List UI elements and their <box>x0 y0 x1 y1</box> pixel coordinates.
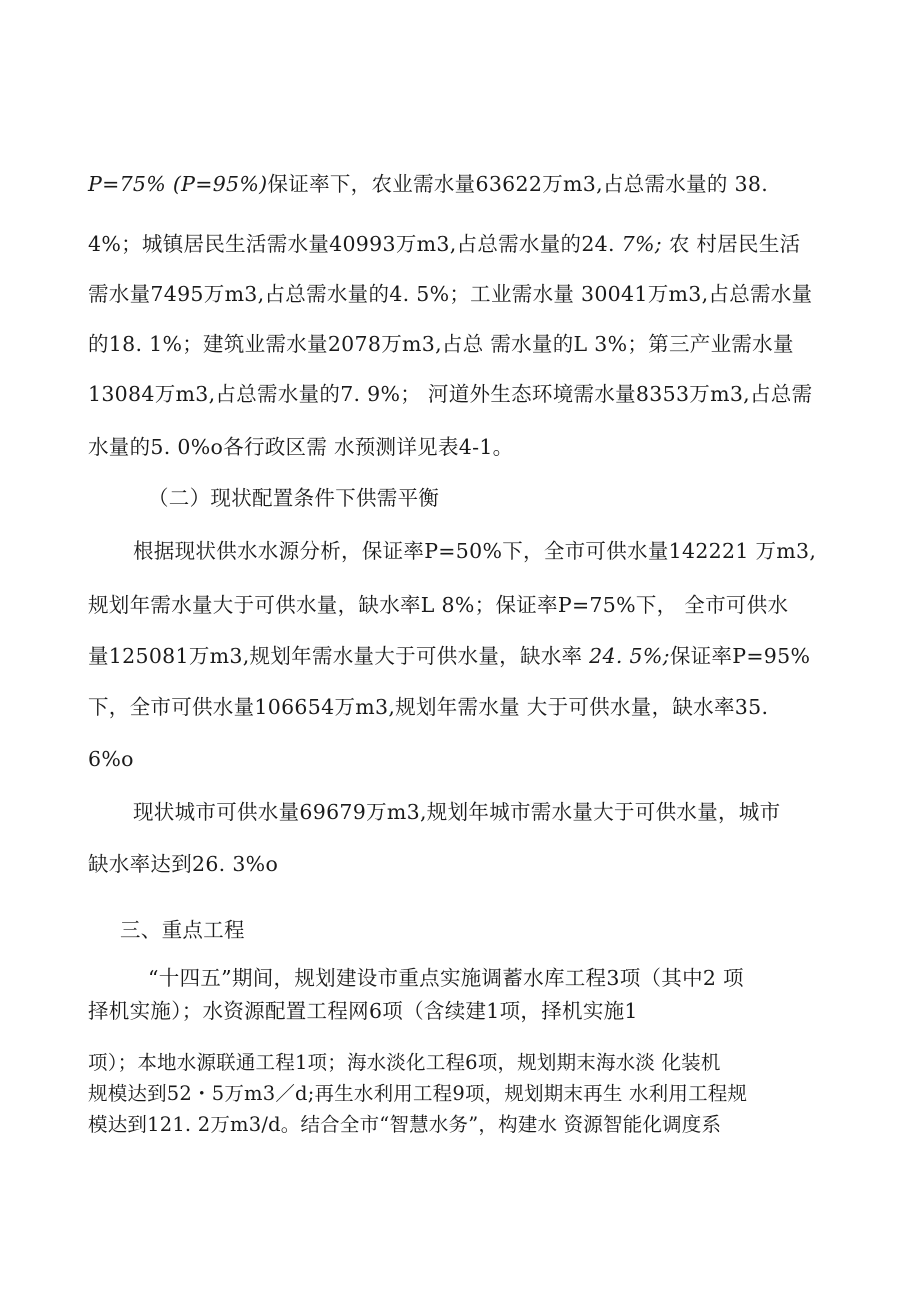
text-line: P=75% (P=95%)保证率下，农业需水量63622万m3,占总需水量的 38. <box>88 172 769 196</box>
text-line: 模达到121. 2万m3/d。结合全市“智慧水务”，构建水 资源智能化调度系 <box>88 1113 722 1136</box>
text-line: 现状城市可供水量69679万m3,规划年城市需水量大于可供水量，城市 <box>133 800 781 824</box>
text-line: 下，全市可供水量106654万m3,规划年需水量 大于可供水量，缺水率35. <box>88 695 769 719</box>
text-line: 6%o <box>88 747 134 771</box>
text-line: 13084万m3,占总需水量的7. 9%； 河道外生态环境需水量8353万m3,占总需 <box>88 382 813 406</box>
text-line: 规划年需水量大于可供水量，缺水率L 8%；保证率P=75%下， 全市可供水 <box>88 593 789 617</box>
text-line: 量125081万m3,规划年需水量大于可供水量，缺水率 24. 5%;保证率P=95% <box>88 644 811 668</box>
text-line: 项）；本地水源联通工程1项；海水淡化工程6项，规划期末海水淡 化装机 <box>88 1051 721 1074</box>
section-heading: 三、重点工程 <box>120 918 245 942</box>
text-line: 规模达到52・5万m3／d;再生水利用工程9项，规划期末再生 水利用工程规 <box>88 1082 748 1105</box>
text-line: 需水量7495万m3,占总需水量的4. 5%；工业需水量 30041万m3,占总需水量 <box>88 282 813 306</box>
text-line: “十四五”期间，规划建设市重点实施调蓄水库工程3项（其中2 项 <box>148 966 744 990</box>
text-line: 缺水率达到26. 3%o <box>88 852 279 876</box>
text-line: 4%；城镇居民生活需水量40993万m3,占总需水量的24. 7%; 农 村居民生活 <box>88 232 801 256</box>
section-heading: （二）现状配置条件下供需平衡 <box>148 486 440 510</box>
text-line: 择机实施）；水资源配置工程网6项（含续建1项，择机实施1 <box>88 999 638 1023</box>
text-line: 的18. 1%；建筑业需水量2078万m3,占总 需水量的L 3%；第三产业需水量 <box>88 332 794 356</box>
text-line: 水量的5. 0%o各行政区需 水预测详见表4-1。 <box>88 435 514 459</box>
text-line: 根据现状供水水源分析，保证率P=50%下，全市可供水量142221 万m3, <box>133 539 817 563</box>
